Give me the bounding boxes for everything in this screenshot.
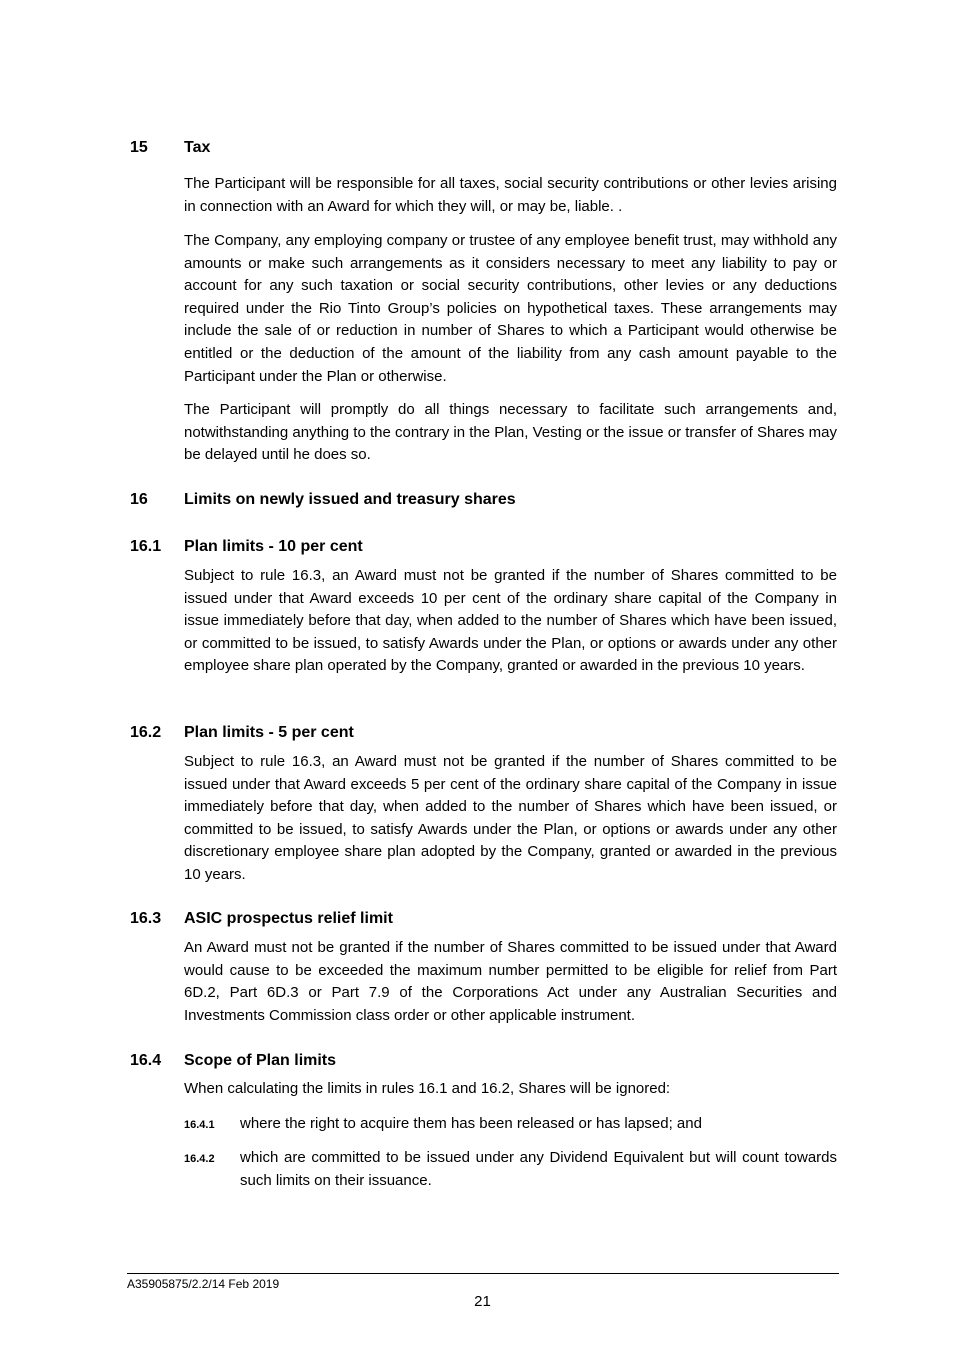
section-15-paragraph-2: The Company, any employing company or trustee of any employee benefit trust, may withhold any amounts or make such arrangements as it considers necessary to meet any liability to pay or account for any such taxation or social security contributions, other levies or any deductions required under the Rio Tinto Group’s policies on hypothetical taxes. These arrangements may include the sale of or reduction in number of Shares to which a Participant would otherwise be entitled or the deduction of the amount of the liability from any cash amount payable to the Participant under the Plan or otherwise.: [184, 232, 837, 385]
document-reference: A35905875/2.2/14 Feb 2019: [127, 1277, 280, 1291]
subsection-title: ASIC prospectus relief limit: [184, 910, 393, 927]
subsection-16-3-text: An Award must not be granted if the number of Shares committed to be issued under that Award would cause to be exceeded the maximum number permitted to be eligible for relief from Part 6D.2, Part 6D.3 or Part 7.9 of the Corporations Act under any Australian Securities and Investments Commission class order or other applicable instrument.: [184, 939, 837, 1024]
list-item-16-4-2: [184, 1147, 837, 1192]
list-item-text: which are committed to be issued under any Dividend Equivalent but will count towards such limits on their issuance.: [240, 1149, 837, 1189]
section-number: 16: [130, 491, 148, 508]
list-item-16-4-1: [184, 1113, 837, 1136]
list-item-number: 16.4.1: [184, 1119, 215, 1131]
subsection-16-4-text: When calculating the limits in rules 16.1 and 16.2, Shares will be ignored:: [184, 1080, 671, 1097]
subsection-16-2-text: Subject to rule 16.3, an Award must not be granted if the number of Shares committed to be issued under that Award exceeds 5 per cent of the ordinary share capital of the Company in issue immediately before that day, when added to the number of Shares which have been issued, or committed to be issued, to satisfy Awards under the Plan, or options or awards under any other discretionary employee share plan adopted by the Company, granted or awarded in the previous 10 years.: [184, 753, 837, 883]
subsection-title: Scope of Plan limits: [184, 1052, 337, 1069]
subsection-title: Plan limits - 10 per cent: [184, 538, 363, 555]
subsection-number: 16.1: [130, 538, 162, 555]
footer-divider: [127, 1273, 839, 1274]
section-title: Limits on newly issued and treasury shares: [184, 491, 516, 508]
subsection-title: Plan limits - 5 per cent: [184, 724, 354, 741]
subsection-number: 16.4: [130, 1052, 162, 1069]
subsection-16-1-text: Subject to rule 16.3, an Award must not be granted if the number of Shares committed to be issued under that Award exceeds 10 per cent of the ordinary share capital of the Company in issue immediately before that day, when added to the number of Shares which have been issued, or committed to be issued, to satisfy Awards under the Plan, or options or awards under any other employee share plan operated by the Company, granted or awarded in the previous 10 years.: [184, 567, 837, 675]
list-item-text: where the right to acquire them has been released or has lapsed; and: [240, 1115, 702, 1132]
section-number: 15: [130, 139, 148, 156]
section-title: Tax: [184, 139, 211, 156]
list-item-number: 16.4.2: [184, 1153, 215, 1165]
section-15-paragraph-1: The Participant will be responsible for all taxes, social security contributions or other levies arising in connection with an Award for which they will, or may be, liable. .: [184, 175, 837, 215]
subsection-number: 16.2: [130, 724, 162, 741]
subsection-number: 16.3: [130, 910, 162, 927]
page-number: 21: [474, 1293, 491, 1310]
section-15-paragraph-3: The Participant will promptly do all things necessary to facilitate such arrangements and, notwithstanding anything to the contrary in the Plan, Vesting or the issue or transfer of Shares may be delayed until he does so.: [184, 401, 837, 464]
